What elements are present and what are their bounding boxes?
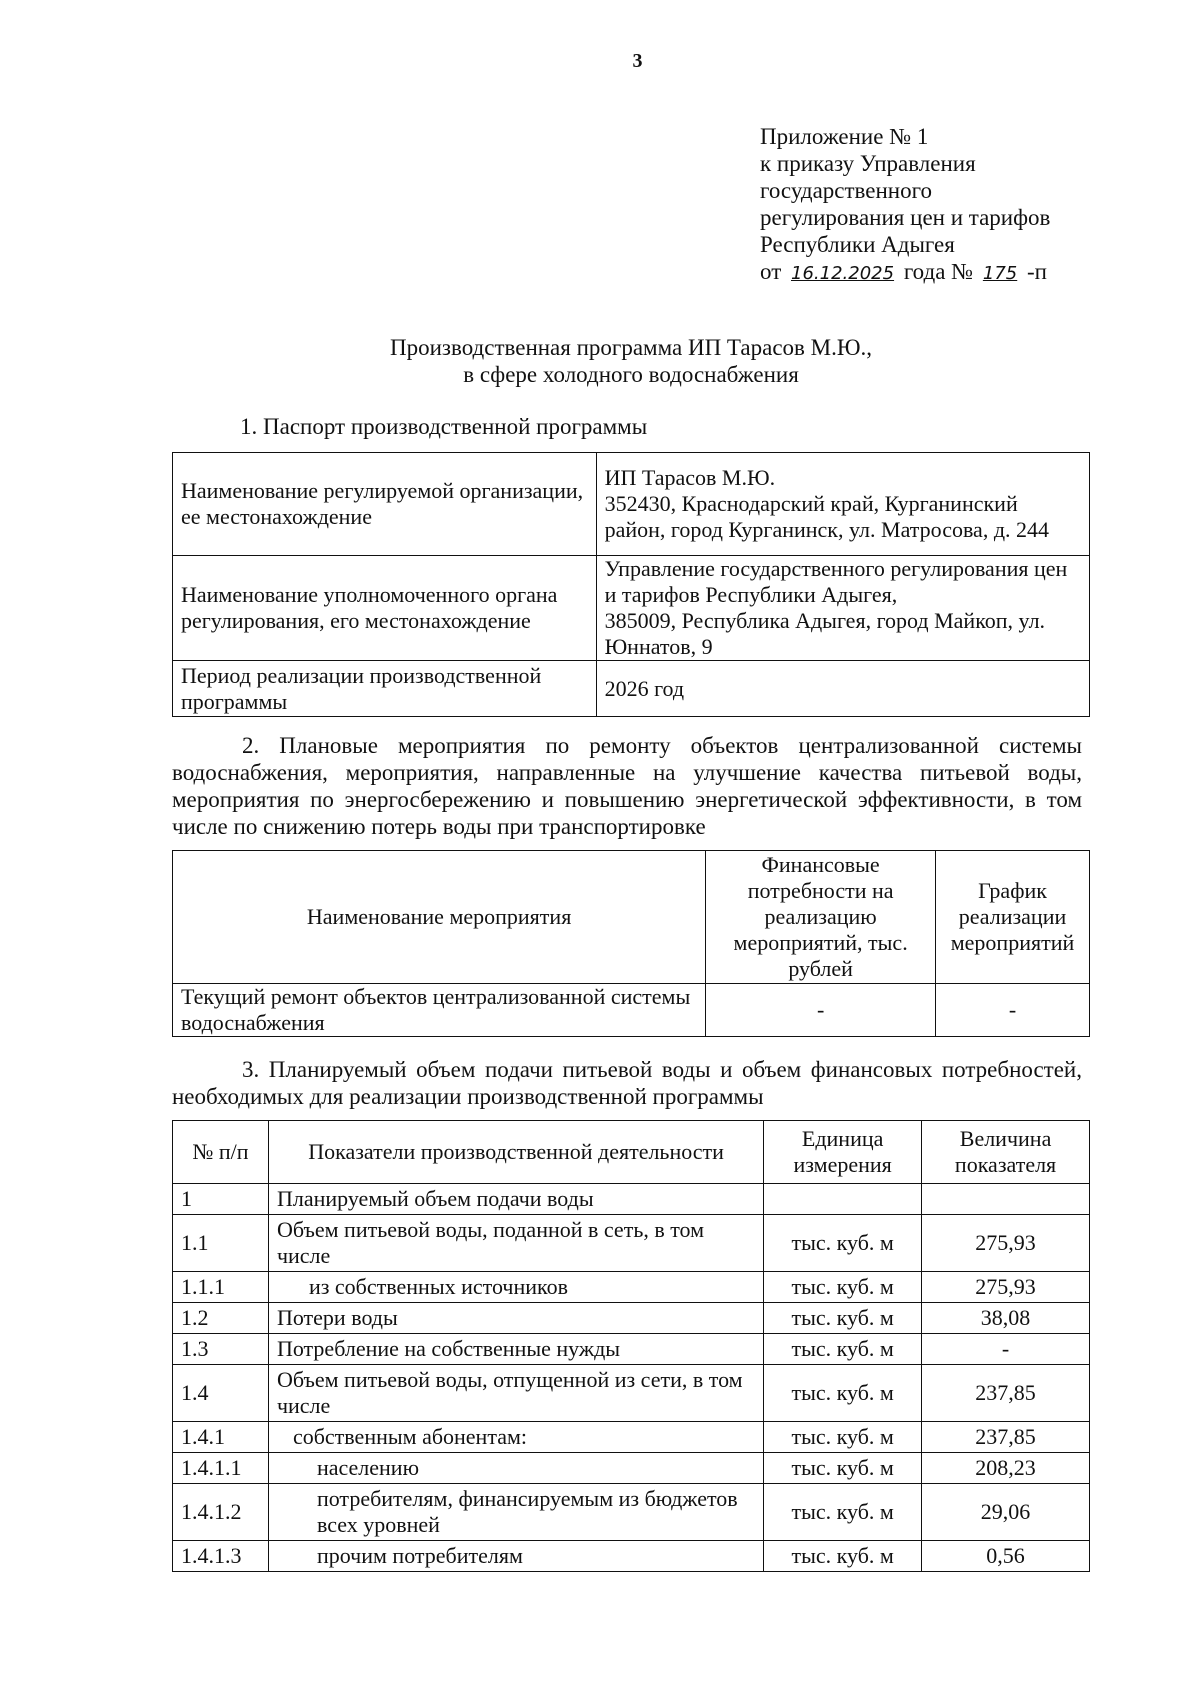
appendix-line: к приказу Управления <box>760 151 976 176</box>
measures-table <box>172 850 1090 1037</box>
row-number: 1.4.1.1 <box>173 1453 269 1484</box>
page-number: 3 <box>632 50 643 72</box>
indicator-name: потребителям, финансируемым из бюджетов всех уровней <box>268 1484 763 1541</box>
indicator-value: 0,56 <box>922 1541 1090 1572</box>
indicator-name: Потери воды <box>268 1303 763 1334</box>
passport-label: Наименование регулируемой организации, ее местонахождение <box>173 453 597 556</box>
number-suffix: -п <box>1026 259 1047 284</box>
passport-value <box>596 556 1089 661</box>
passport-label: Период реализации производственной программы <box>173 661 597 717</box>
measure-finance: - <box>706 984 936 1037</box>
table-row <box>173 1303 1090 1334</box>
indicator-unit: тыс. куб. м <box>764 1365 922 1422</box>
appendix-line: Приложение № 1 <box>760 124 929 149</box>
indicator-value: 208,23 <box>922 1453 1090 1484</box>
passport-value-line: ИП Тарасов М.Ю. <box>604 465 776 490</box>
indicator-name: из собственных источников <box>268 1272 763 1303</box>
table-header-row <box>173 851 1090 984</box>
indicator-name: населению <box>268 1453 763 1484</box>
program-title-line-2: в сфере холодного водоснабжения <box>463 362 799 387</box>
indicator-unit: тыс. куб. м <box>764 1541 922 1572</box>
passport-value-line: 2026 год <box>604 675 685 701</box>
section-2-heading: 2. Плановые мероприятия по ремонту объектов централизованной системы водоснабжения, мероприятия, направленные на улучшение качества питьевой воды, мероприятия по энергосбережению и повышению энергетической эффективности, в том числе по снижению потерь воды при транспортировке <box>172 733 1082 839</box>
appendix-date-line <box>760 258 1050 287</box>
passport-label: Наименование уполномоченного органа регулирования, его местонахождение <box>173 556 597 661</box>
number-prefix: года № <box>903 259 974 284</box>
row-number: 1.1 <box>173 1215 269 1272</box>
appendix-line: Республики Адыгея <box>760 232 955 257</box>
indicator-name: Потребление на собственные нужды <box>268 1334 763 1365</box>
program-title <box>172 334 1090 388</box>
row-number: 1.3 <box>173 1334 269 1365</box>
passport-value <box>596 453 1089 556</box>
appendix-line: регулирования цен и тарифов <box>760 205 1051 230</box>
passport-value-line: 385009, Республика Адыгея, город Майкоп, ул. Юннатов, 9 <box>604 608 1046 659</box>
indicator-name: Планируемый объем подачи воды <box>268 1184 763 1215</box>
column-header: Финансовые потребности на реализацию мероприятий, тыс. рублей <box>706 851 936 984</box>
indicator-unit: тыс. куб. м <box>764 1215 922 1272</box>
indicator-value: 275,93 <box>922 1272 1090 1303</box>
appendix-line: государственного <box>760 178 932 203</box>
date-prefix: от <box>760 259 782 284</box>
handwritten-number: 175 <box>982 263 1018 284</box>
indicator-name: прочим потребителям <box>268 1541 763 1572</box>
indicator-value: - <box>922 1334 1090 1365</box>
indicator-value: 38,08 <box>922 1303 1090 1334</box>
table-row <box>173 1484 1090 1541</box>
handwritten-date: 16.12.2025 <box>791 263 895 284</box>
row-number: 1.2 <box>173 1303 269 1334</box>
measure-name: Текущий ремонт объектов централизованной системы водоснабжения <box>173 984 706 1037</box>
table-row <box>173 1272 1090 1303</box>
program-title-line-1: Производственная программа ИП Тарасов М.Ю., <box>390 335 872 360</box>
column-header: Показатели производственной деятельности <box>268 1121 763 1184</box>
table-row <box>173 1453 1090 1484</box>
row-number: 1.4.1.3 <box>173 1541 269 1572</box>
indicator-value: 29,06 <box>922 1484 1090 1541</box>
column-header: График реализации мероприятий <box>936 851 1090 984</box>
indicators-table <box>172 1120 1090 1572</box>
indicator-name: Объем питьевой воды, отпущенной из сети, в том числе <box>268 1365 763 1422</box>
table-row <box>173 984 1090 1037</box>
table-row <box>173 1215 1090 1272</box>
passport-table <box>172 452 1090 717</box>
column-header: Единица измерения <box>764 1121 922 1184</box>
table-row <box>173 453 1090 556</box>
row-number: 1.4 <box>173 1365 269 1422</box>
indicator-value: 237,85 <box>922 1365 1090 1422</box>
row-number: 1.1.1 <box>173 1272 269 1303</box>
indicator-unit: тыс. куб. м <box>764 1422 922 1453</box>
table-row <box>173 556 1090 661</box>
table-row <box>173 1334 1090 1365</box>
table-row <box>173 1422 1090 1453</box>
passport-value <box>596 661 1089 717</box>
indicator-value: 275,93 <box>922 1215 1090 1272</box>
passport-value-line: Управление государственного регулирования цен и тарифов Республики Адыгея, <box>604 556 1068 607</box>
section-3-heading: 3. Планируемый объем подачи питьевой воды и объем финансовых потребностей, необходимых для реализации производственной программы <box>172 1057 1082 1109</box>
indicator-unit: тыс. куб. м <box>764 1303 922 1334</box>
indicator-unit: тыс. куб. м <box>764 1272 922 1303</box>
indicator-unit <box>764 1184 922 1215</box>
indicator-value: 237,85 <box>922 1422 1090 1453</box>
indicator-value <box>922 1184 1090 1215</box>
indicator-unit: тыс. куб. м <box>764 1484 922 1541</box>
measure-schedule: - <box>936 984 1090 1037</box>
appendix-block <box>760 123 1050 287</box>
table-row <box>173 1541 1090 1572</box>
indicator-name: собственным абонентам: <box>268 1422 763 1453</box>
table-row <box>173 1365 1090 1422</box>
column-header: № п/п <box>173 1121 269 1184</box>
table-row <box>173 661 1090 717</box>
row-number: 1 <box>173 1184 269 1215</box>
indicator-unit: тыс. куб. м <box>764 1334 922 1365</box>
table-header-row <box>173 1121 1090 1184</box>
column-header: Величина показателя <box>922 1121 1090 1184</box>
section-1-heading: 1. Паспорт производственной программы <box>240 414 648 439</box>
row-number: 1.4.1 <box>173 1422 269 1453</box>
column-header: Наименование мероприятия <box>173 851 706 984</box>
row-number: 1.4.1.2 <box>173 1484 269 1541</box>
indicator-name: Объем питьевой воды, поданной в сеть, в том числе <box>268 1215 763 1272</box>
table-row <box>173 1184 1090 1215</box>
indicator-unit: тыс. куб. м <box>764 1453 922 1484</box>
passport-value-line: 352430, Краснодарский край, Курганинский район, город Курганинск, ул. Матросова, д. 244 <box>604 491 1050 542</box>
